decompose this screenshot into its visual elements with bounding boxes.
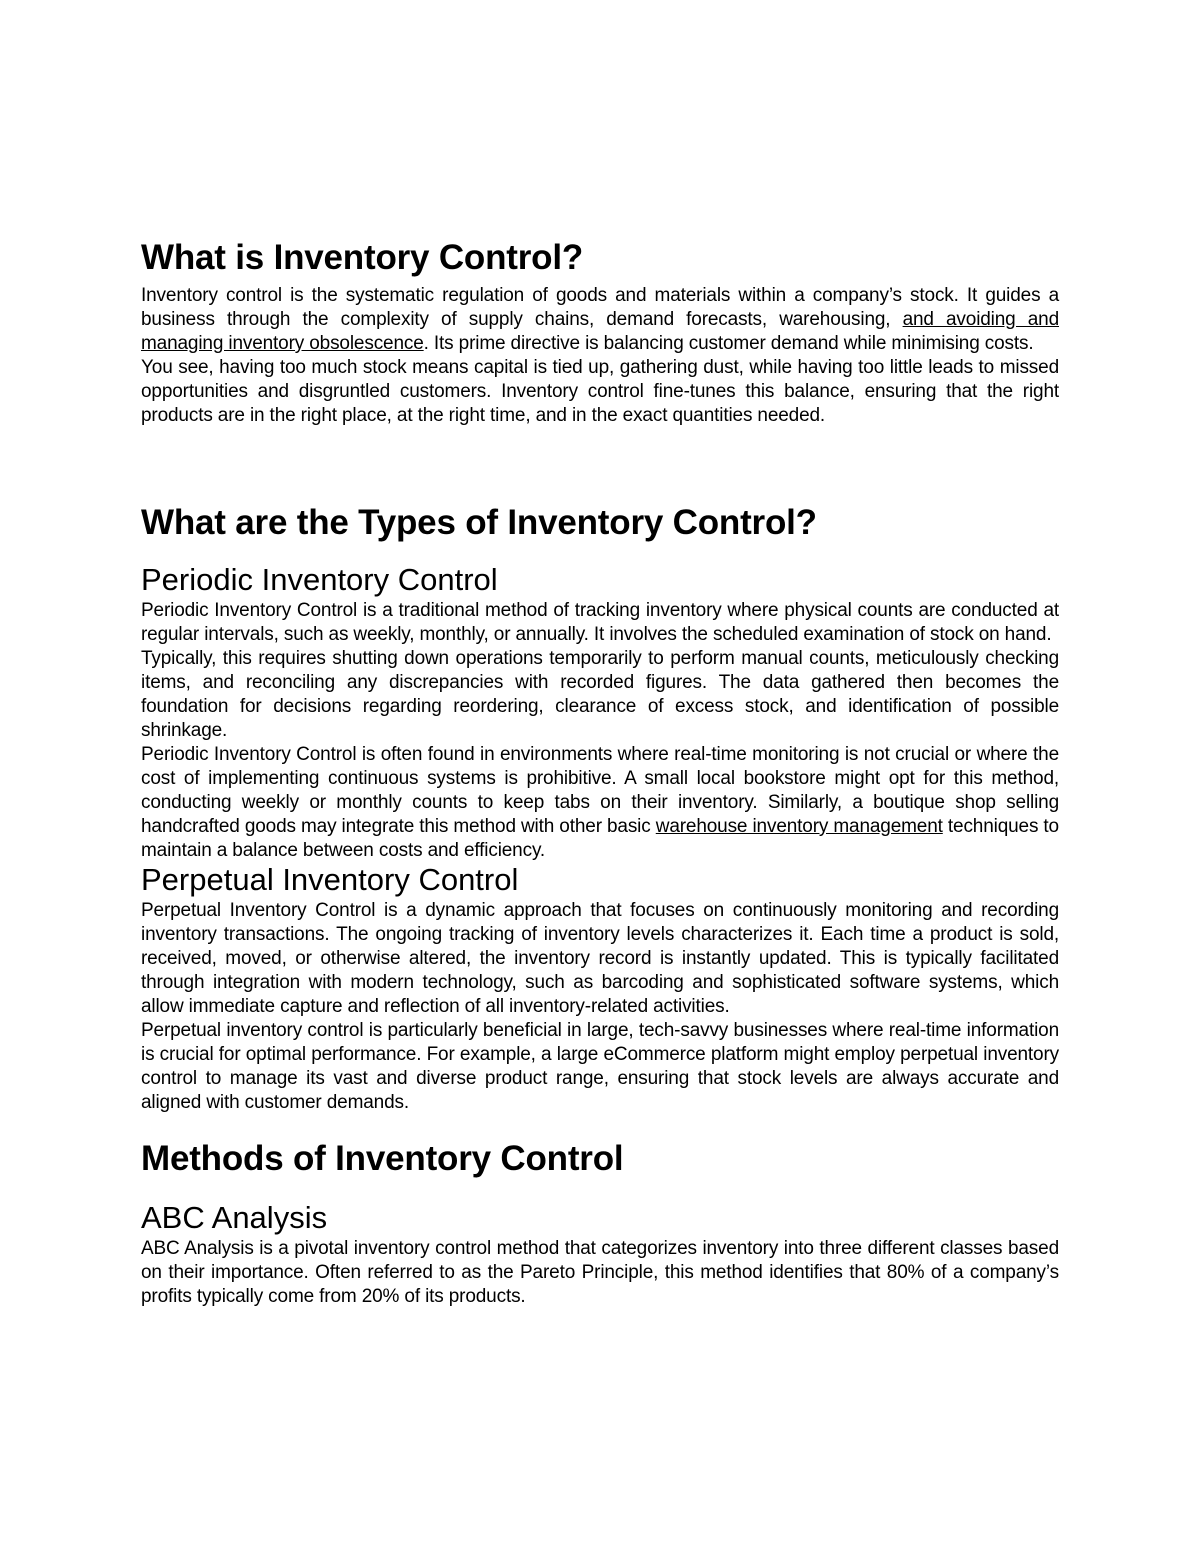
paragraph-periodic-1: Periodic Inventory Control is a traditional method of tracking inventory where physical counts are conducted at regular intervals, such as weekly, monthly, or annually. It involves the scheduled examination of stock on hand.	[141, 600, 1059, 645]
paragraph-abc-analysis: ABC Analysis is a pivotal inventory control method that categorizes inventory into three different classes based on their importance. Often referred to as the Pareto Principle, this method identifies that 80% of a company’s profits typically come from 20% of its products.	[141, 1238, 1059, 1307]
paragraph-text: . Its prime directive is balancing customer demand while minimising costs.	[423, 333, 1034, 354]
paragraph-text: Inventory control is the systematic regulation of goods and materials within a company’s stock. It guides a business through the complexity of supply chains, demand forecasts, warehousing,	[141, 285, 1059, 330]
paragraph-balance: You see, having too much stock means capital is tied up, gathering dust, while having too little leads to missed opportunities and disgruntled customers. Inventory control fine-tunes this balance, ensuring that the right products are in the right place, at the right time, and in the exact quantities needed.	[141, 357, 1059, 426]
paragraph-text: Periodic Inventory Control is often found in environments where real-time monitoring is not crucial or where the cost of implementing continuous systems is prohibitive. A small local bookstore might opt for this method, conducting weekly or monthly counts to keep tabs on their inventory. Similarly, a boutique shop selling handcrafted goods may integrate this method with other basic	[141, 744, 1059, 837]
paragraph-text: techniques to maintain a balance between costs and efficiency.	[141, 816, 1059, 861]
heading-what-is-inventory-control: What is Inventory Control?	[141, 238, 584, 277]
paragraph-periodic-2: Typically, this requires shutting down operations temporarily to perform manual counts, meticulously checking items, and reconciling any discrepancies with recorded figures. The data gathered then becomes the foundation for decisions regarding reordering, clearance of excess stock, and identification of possible shrinkage.	[141, 648, 1059, 741]
heading-methods-of-inventory-control: Methods of Inventory Control	[141, 1139, 624, 1178]
subheading-periodic-inventory-control: Periodic Inventory Control	[141, 562, 498, 597]
link-warehouse-inventory-management[interactable]: warehouse inventory management	[655, 816, 943, 837]
link-inventory-obsolescence[interactable]: and avoiding and managing inventory obsolescence	[141, 309, 1059, 354]
paragraph-periodic-3	[141, 743, 1059, 863]
document-page	[141, 238, 1059, 1309]
paragraph-perpetual-2: Perpetual inventory control is particularly beneficial in large, tech-savvy businesses where real-time information is crucial for optimal performance. For example, a large eCommerce platform might employ perpetual inventory control to manage its vast and diverse product range, ensuring that stock levels are always accurate and aligned with customer demands.	[141, 1020, 1059, 1113]
subheading-perpetual-inventory-control: Perpetual Inventory Control	[141, 862, 519, 897]
paragraph-definition	[141, 284, 1059, 356]
paragraph-perpetual-1: Perpetual Inventory Control is a dynamic approach that focuses on continuously monitoring and recording inventory transactions. The ongoing tracking of inventory levels characterizes it. Each time a product is sold, received, moved, or otherwise altered, the inventory record is instantly updated. This is typically facilitated through integration with modern technology, such as barcoding and sophisticated software systems, which allow immediate capture and reflection of all inventory-related activities.	[141, 900, 1059, 1017]
heading-types-of-inventory-control: What are the Types of Inventory Control?	[141, 503, 817, 542]
subheading-abc-analysis: ABC Analysis	[141, 1200, 328, 1235]
